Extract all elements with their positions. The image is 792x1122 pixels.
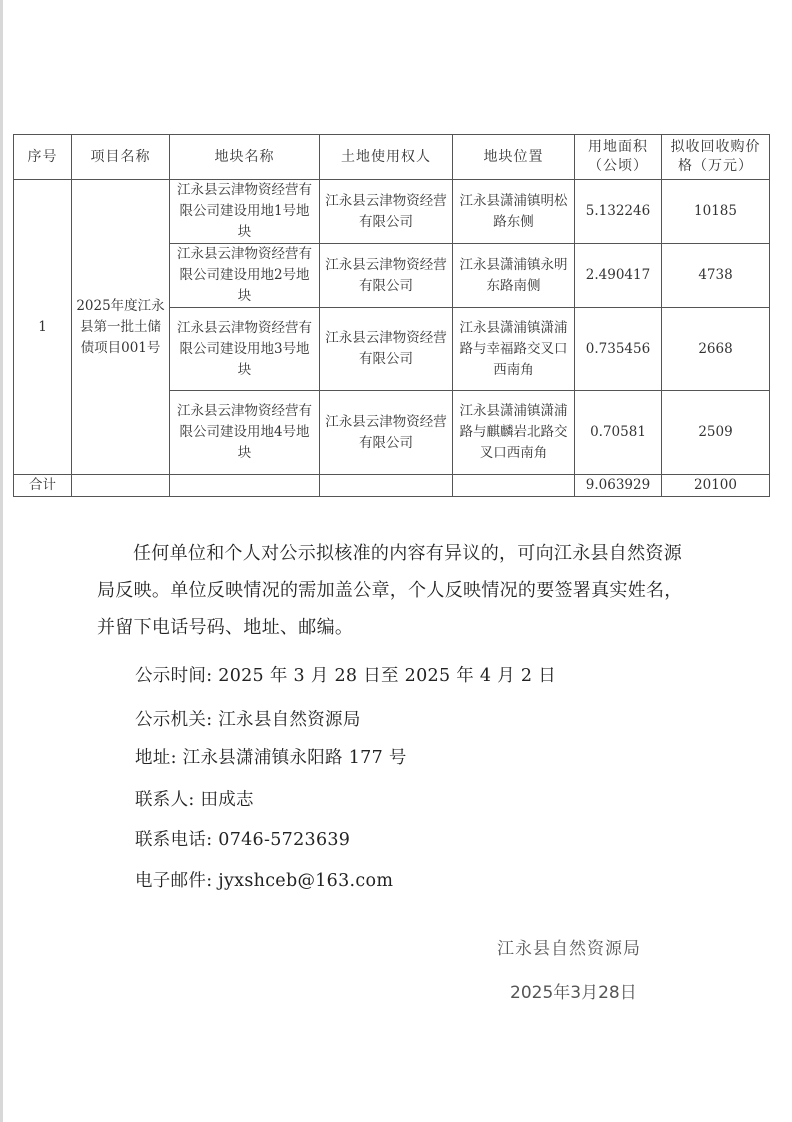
contact-phone: 联系电话: 0746-5723639 <box>135 830 351 850</box>
notice-body <box>97 535 697 646</box>
parcel-cell: 江永县云津物资经营有限公司建设用地1号地块 <box>170 180 320 244</box>
table-header-row <box>14 135 770 180</box>
objection-paragraph: 任何单位和个人对公示拟核准的内容有异议的，可向江永县自然资源局反映。单位反映情况的需加盖公章，个人反映情况的要签署真实姓名，并留下电话号码、地址、邮编。 <box>97 543 683 638</box>
total-row <box>14 475 770 497</box>
header-seq: 序号 <box>14 135 72 180</box>
parcel-cell: 江永县云津物资经营有限公司建设用地3号地块 <box>170 308 320 391</box>
price-cell: 10185 <box>662 180 770 244</box>
price-cell: 4738 <box>662 244 770 308</box>
signature-date: 2025年3月28日 <box>510 983 637 1003</box>
header-area: 用地面积（公顷） <box>575 135 662 180</box>
area-cell: 0.735456 <box>575 308 662 391</box>
total-price: 20100 <box>662 475 770 497</box>
header-parcel: 地块名称 <box>170 135 320 180</box>
owner-cell: 江永县云津物资经营有限公司 <box>320 244 453 308</box>
owner-cell: 江永县云津物资经营有限公司 <box>320 180 453 244</box>
empty-cell <box>320 475 453 497</box>
area-cell: 2.490417 <box>575 244 662 308</box>
project-cell: 2025年度江永县第一批土储债项目001号 <box>72 180 170 475</box>
empty-cell <box>453 475 575 497</box>
notice-address: 地址: 江永县潇浦镇永阳路 177 号 <box>135 748 407 768</box>
header-project: 项目名称 <box>72 135 170 180</box>
owner-cell: 江永县云津物资经营有限公司 <box>320 308 453 391</box>
seq-cell: 1 <box>14 180 72 475</box>
notice-time: 公示时间: 2025 年 3 月 28 日至 2025 年 4 月 2 日 <box>135 666 556 686</box>
price-cell: 2509 <box>662 391 770 475</box>
location-cell: 江永县潇浦镇潇浦路与麒麟岩北路交叉口西南角 <box>453 391 575 475</box>
owner-cell: 江永县云津物资经营有限公司 <box>320 391 453 475</box>
header-owner: 土地使用权人 <box>320 135 453 180</box>
area-cell: 0.70581 <box>575 391 662 475</box>
contact-person: 联系人: 田成志 <box>135 790 254 810</box>
parcel-cell: 江永县云津物资经营有限公司建设用地4号地块 <box>170 391 320 475</box>
parcel-cell: 江永县云津物资经营有限公司建设用地2号地块 <box>170 244 320 308</box>
notice-authority: 公示机关: 江永县自然资源局 <box>135 710 361 730</box>
total-label: 合计 <box>14 475 72 497</box>
empty-cell <box>72 475 170 497</box>
price-cell: 2668 <box>662 308 770 391</box>
table-row <box>14 180 770 244</box>
contact-email: 电子邮件: jyxshceb@163.com <box>135 871 394 891</box>
area-cell: 5.132246 <box>575 180 662 244</box>
empty-cell <box>170 475 320 497</box>
signature-org: 江永县自然资源局 <box>497 939 641 959</box>
location-cell: 江永县潇浦镇潇浦路与幸福路交叉口西南角 <box>453 308 575 391</box>
location-cell: 江永县潇浦镇明松路东侧 <box>453 180 575 244</box>
page-edge <box>0 0 3 1122</box>
header-price: 拟收回收购价格（万元） <box>662 135 770 180</box>
header-location: 地块位置 <box>453 135 575 180</box>
location-cell: 江永县潇浦镇永明东路南侧 <box>453 244 575 308</box>
total-area: 9.063929 <box>575 475 662 497</box>
land-table <box>13 134 770 497</box>
